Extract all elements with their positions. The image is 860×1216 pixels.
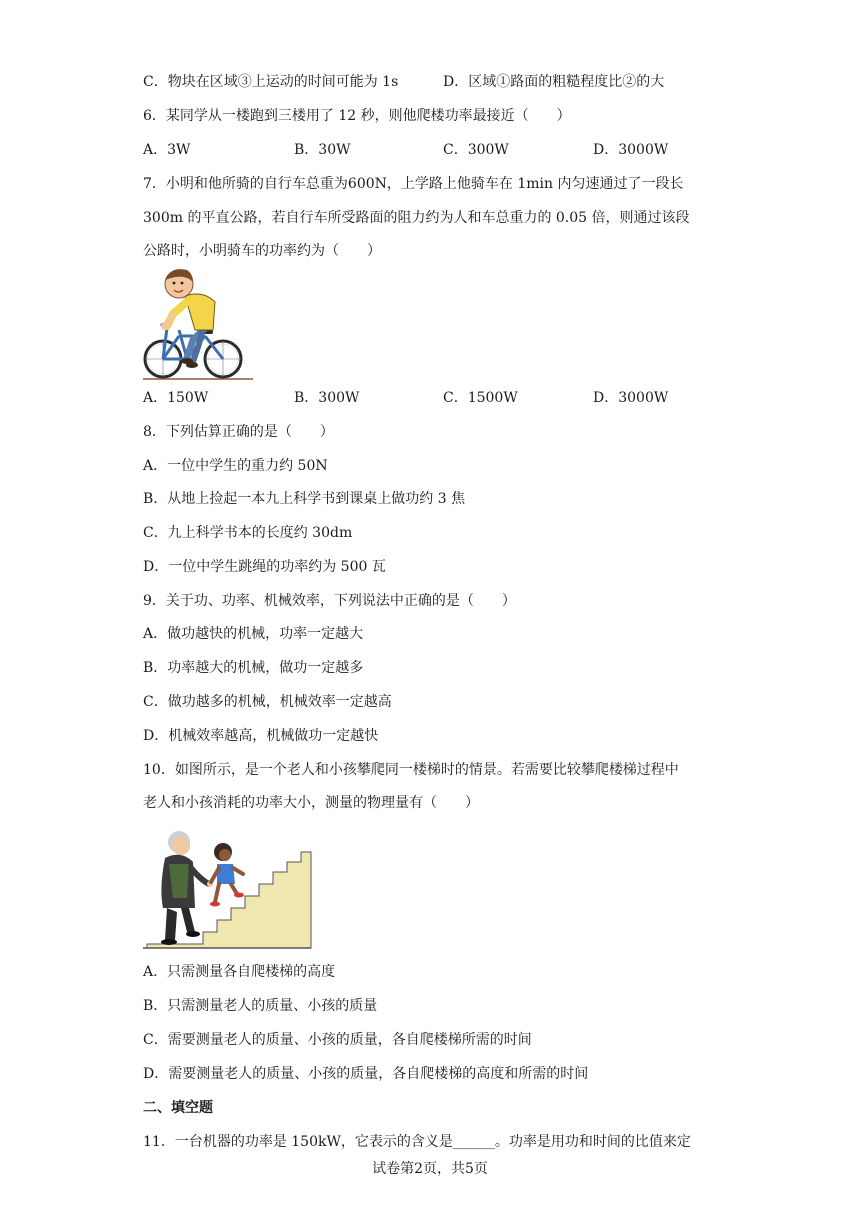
q10-option-c: C．需要测量老人的质量、小孩的质量，各自爬楼梯所需的时间	[143, 1032, 532, 1048]
q10-option-a: A．只需测量各自爬楼梯的高度	[143, 964, 336, 980]
q6-option-c: C．300W	[443, 142, 509, 158]
q7-option-a: A．150W	[143, 390, 209, 406]
q11-stem: 11．一台机器的功率是 150kW，它表示的含义是______。功率是用功和时间的比值来定	[143, 1134, 691, 1150]
page-footer: 试卷第2页，共5页	[372, 1161, 488, 1177]
q9-option-a: A．做功越快的机械，功率一定越大	[143, 626, 364, 642]
q8-option-c: C．九上科学书本的长度约 30dm	[143, 525, 353, 541]
q6-stem: 6．某同学从一楼跑到三楼用了 12 秒，则他爬楼功率最接近（ ）	[143, 108, 571, 124]
q7-stem-line2: 300m 的平直公路，若自行车所受路面的阻力约为人和车总重力的 0.05 倍，则通过该段	[143, 210, 690, 226]
q7-option-b: B．300W	[294, 390, 360, 406]
q10-stem-line2: 老人和小孩消耗的功率大小，测量的物理量有（ ）	[143, 795, 479, 811]
q8-stem: 8．下列估算正确的是（ ）	[143, 424, 334, 440]
q9-option-b: B．功率越大的机械，做功一定越多	[143, 660, 364, 676]
q9-option-c: C．做功越多的机械，机械效率一定越高	[143, 694, 392, 710]
q6-option-d: D．3000W	[593, 142, 669, 158]
q7-stem-line3: 公路时，小明骑车的功率约为（ ）	[143, 243, 381, 259]
section-heading: 二、填空题	[143, 1100, 213, 1116]
q8-option-d: D．一位中学生跳绳的功率约为 500 瓦	[143, 559, 386, 575]
q10-stem-line1: 10．如图所示，是一个老人和小孩攀爬同一楼梯时的情景。若需要比较攀爬楼梯过程中	[143, 762, 679, 778]
q6-option-a: A．3W	[143, 142, 191, 158]
q9-option-d: D．机械效率越高，机械做功一定越快	[143, 728, 379, 744]
q7-stem-line1: 7．小明和他所骑的自行车总重为600N，上学路上他骑车在 1min 内匀速通过了一段长	[143, 176, 684, 192]
q5-option-c: C．物块在区域③上运动的时间可能为 1s	[143, 74, 399, 90]
q5-option-d: D．区域①路面的粗糙程度比②的大	[443, 74, 665, 90]
cyclist-illustration	[143, 266, 255, 382]
q7-option-c: C．1500W	[443, 390, 518, 406]
q8-option-a: A．一位中学生的重力约 50N	[143, 458, 328, 474]
q7-option-d: D．3000W	[593, 390, 669, 406]
q10-option-b: B．只需测量老人的质量、小孩的质量	[143, 998, 378, 1014]
q10-option-d: D．需要测量老人的质量、小孩的质量，各自爬楼梯的高度和所需的时间	[143, 1066, 589, 1082]
q6-option-b: B．30W	[294, 142, 351, 158]
stair-climbing-illustration	[143, 828, 313, 950]
q9-stem: 9．关于功、功率、机械效率，下列说法中正确的是（ ）	[143, 593, 516, 609]
q8-option-b: B．从地上捡起一本九上科学书到课桌上做功约 3 焦	[143, 491, 466, 507]
